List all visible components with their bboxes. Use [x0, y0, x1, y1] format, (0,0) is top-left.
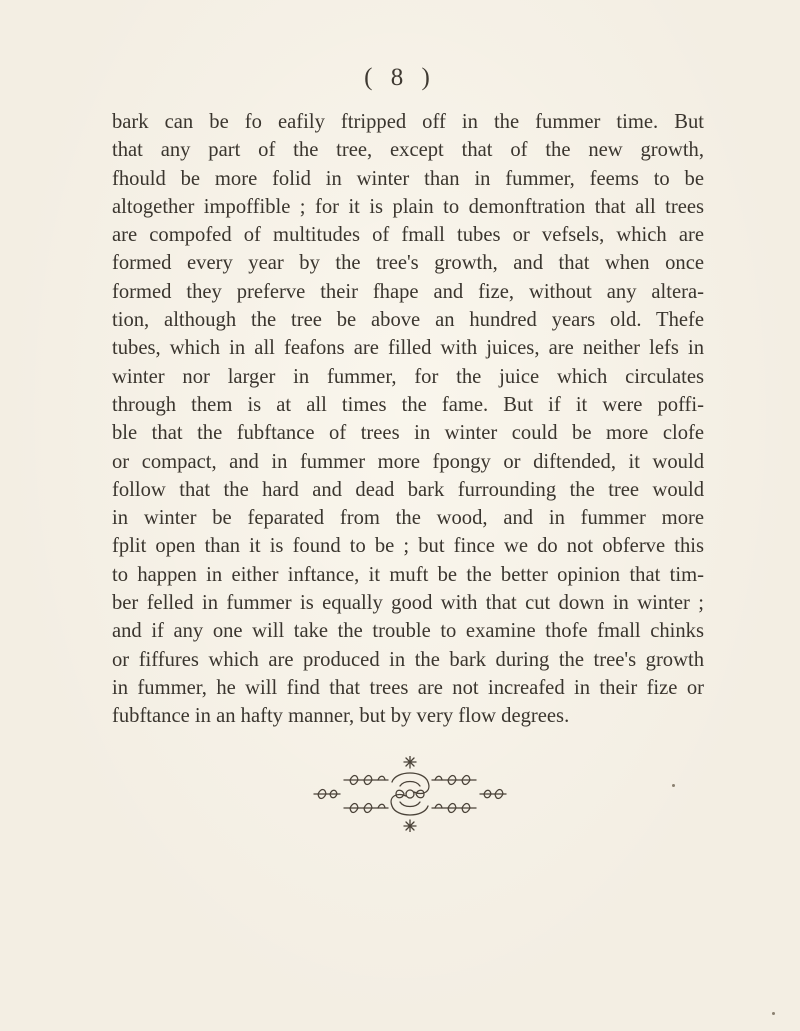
- text-line: in fummer, he will find that trees are not increafed in their fize or: [112, 676, 704, 699]
- text-line: follow that the hard and dead bark furrounding the tree would: [112, 478, 704, 501]
- text-line: formed every year by the tree's growth, and that when once: [112, 252, 704, 275]
- text-line: that any part of the tree, except that of the new growth,: [112, 139, 704, 162]
- paper-speck: [672, 784, 675, 787]
- text-line: are compofed of multitudes of fmall tubes or vefsels, which are: [112, 224, 704, 247]
- text-line: or compact, and in fummer more fpongy or diftended, it would: [112, 450, 704, 473]
- text-line: ble that the fubftance of trees in winter could be more clofe: [112, 422, 704, 445]
- text-line: bark can be fo eafily ftripped off in the fummer time. But: [112, 111, 704, 133]
- text-line: in winter be feparated from the wood, and in fummer more: [112, 507, 704, 530]
- text-line: winter nor larger in fummer, for the juice which circulates: [112, 365, 704, 388]
- text-line: fhould be more folid in winter than in fummer, feems to be: [112, 167, 704, 190]
- body-paragraph: [112, 108, 704, 731]
- paper-speck: [772, 1012, 775, 1015]
- text-line: fplit open than it is found to be ; but fince we do not obferve this: [112, 535, 704, 558]
- page-number: ( 8 ): [364, 64, 436, 91]
- text-line: ber felled in fummer is equally good with that cut down in winter ;: [112, 592, 704, 615]
- text-line: through them is at all times the fame. But if it were poffi-: [112, 393, 704, 416]
- text-line: tion, although the tree be above an hundred years old. Thefe: [112, 309, 704, 332]
- text-line: to happen in either inftance, it muft be the better opinion that tim-: [112, 563, 704, 586]
- text-line: formed they preferve their fhape and fize, without any altera-: [112, 280, 704, 303]
- text-line: tubes, which in all feafons are filled with juices, are neither lefs in: [112, 337, 704, 360]
- floral-tailpiece-ornament-icon: [310, 756, 510, 832]
- text-line: and if any one will take the trouble to examine thofe fmall chinks: [112, 620, 704, 643]
- text-line: altogether impoffible ; for it is plain to demonftration that all trees: [112, 195, 704, 218]
- text-line: or fiffures which are produced in the bark during the tree's growth: [112, 648, 704, 671]
- text-line: fubftance in an hafty manner, but by very flow degrees.: [112, 705, 570, 728]
